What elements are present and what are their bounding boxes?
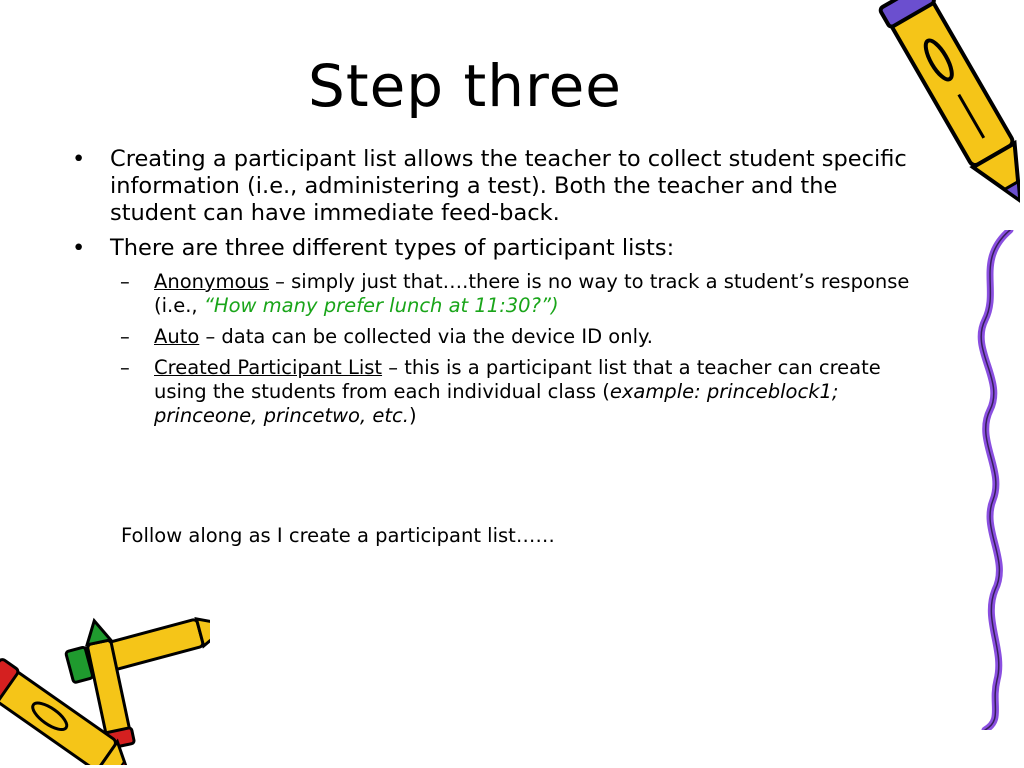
dash-glyph: – xyxy=(120,356,130,379)
bullet-text: There are three different types of participant lists: xyxy=(110,235,675,261)
subbullet-term: Anonymous xyxy=(154,270,269,293)
crossed-pencils-icon xyxy=(0,615,210,765)
follow-along-text: Follow along as I create a participant list…… xyxy=(121,524,555,547)
subbullet-text: – data can be collected via the device ID only. xyxy=(199,325,653,348)
subbullet-tail: ) xyxy=(408,404,417,427)
subbullet-text: – simply just that….there is no way to track a student’s response (i.e., xyxy=(154,270,910,317)
subbullet-example: “How many prefer lunch at 11:30?”) xyxy=(203,294,559,317)
subbullet-item xyxy=(72,325,912,349)
pencil-icon xyxy=(860,0,1020,250)
bullet-text: Creating a participant list allows the teacher to collect student specific information (i.e., administering a test). Both the teacher and the student can have immediate feed-back. xyxy=(110,146,907,226)
slide-body xyxy=(72,146,912,435)
bullet-glyph: • xyxy=(72,235,86,261)
subbullet-example: example: princeblock1; princeone, princetwo, etc. xyxy=(154,380,839,427)
subbullet-item xyxy=(72,270,912,318)
bullet-item xyxy=(72,235,912,262)
subbullet-text: – this is a participant list that a teacher can create using the students from each individual class ( xyxy=(154,356,881,403)
subbullet-item xyxy=(72,356,912,428)
dash-glyph: – xyxy=(120,270,130,293)
slide-title: Step three xyxy=(308,52,622,120)
bullet-item xyxy=(72,146,912,227)
squiggle-line-icon xyxy=(955,230,1024,730)
subbullet-term: Auto xyxy=(154,325,200,348)
subbullet-term: Created Participant List xyxy=(154,356,383,379)
dash-glyph: – xyxy=(120,325,130,348)
bullet-glyph: • xyxy=(72,146,86,172)
